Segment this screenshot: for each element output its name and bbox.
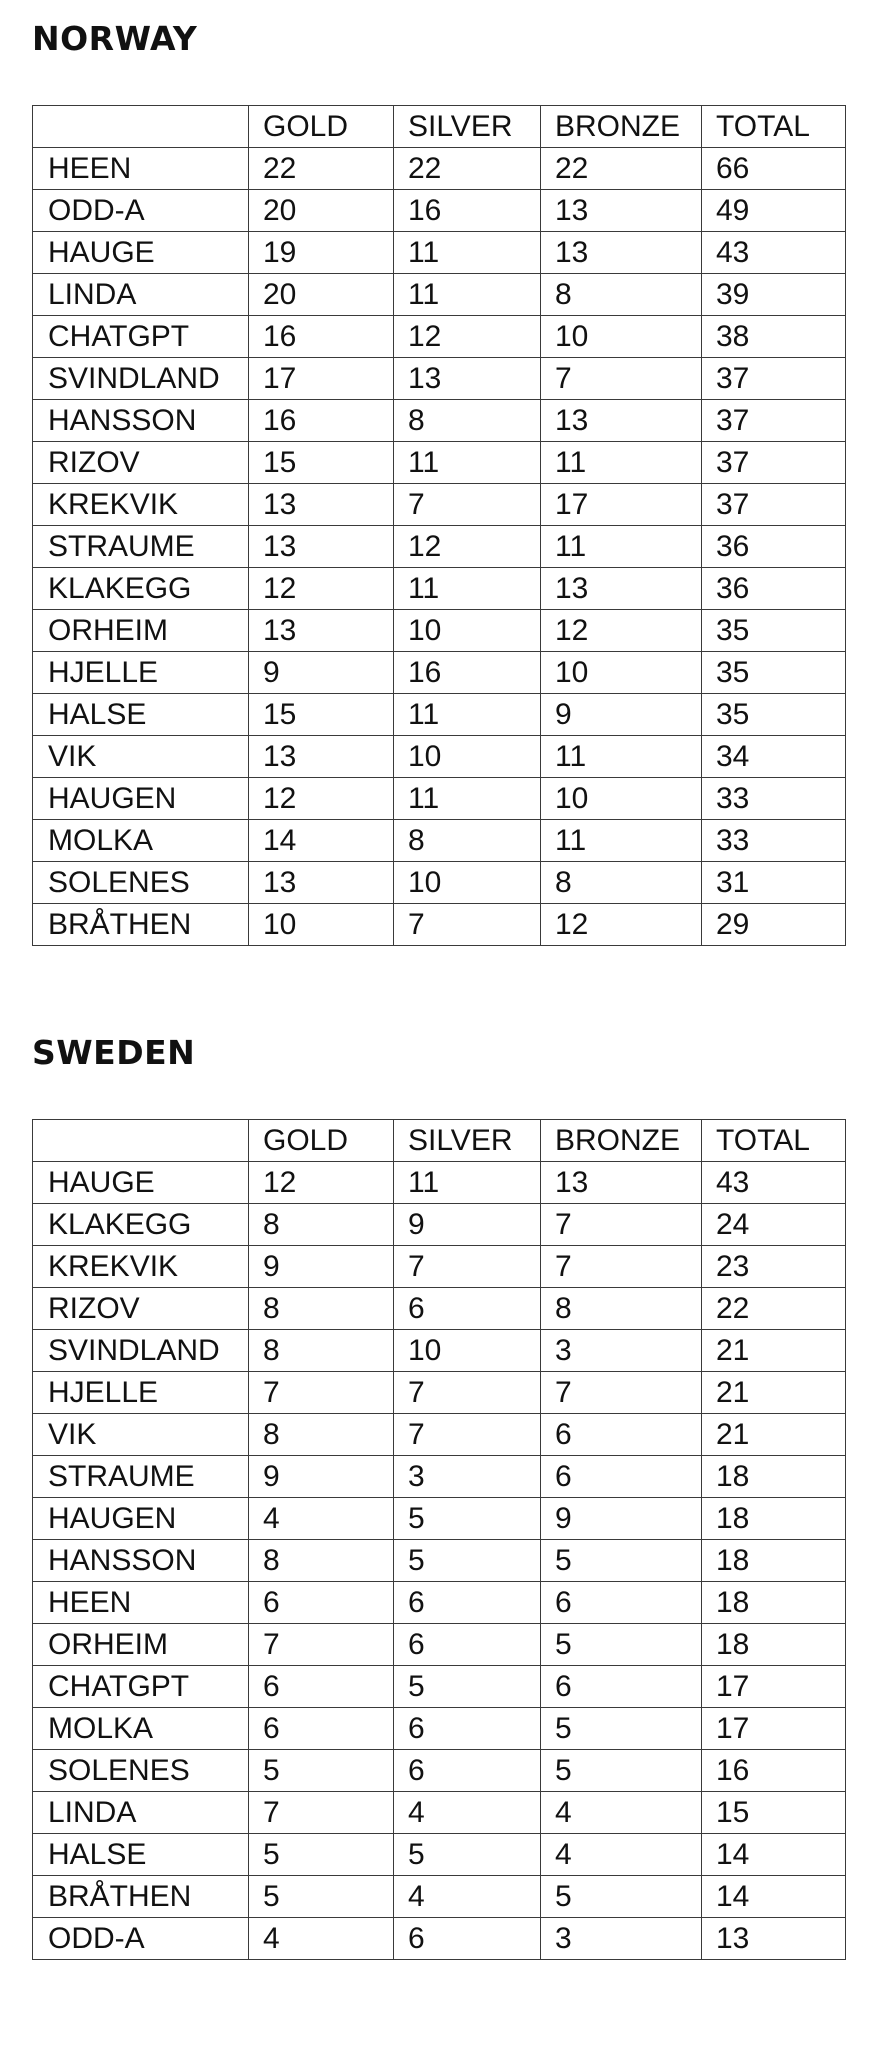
name-cell: KLAKEGG xyxy=(33,568,249,610)
column-header-silver: SILVER xyxy=(394,1120,541,1162)
total-cell: 18 xyxy=(702,1498,846,1540)
silver-cell: 10 xyxy=(394,1330,541,1372)
table-row xyxy=(33,610,846,652)
bronze-cell: 7 xyxy=(541,1204,702,1246)
silver-cell: 16 xyxy=(394,652,541,694)
total-cell: 18 xyxy=(702,1582,846,1624)
gold-cell: 22 xyxy=(249,148,394,190)
name-cell: SOLENES xyxy=(33,862,249,904)
table-row xyxy=(33,1330,846,1372)
bronze-cell: 13 xyxy=(541,400,702,442)
name-cell: KREKVIK xyxy=(33,1246,249,1288)
name-cell: HAUGE xyxy=(33,1162,249,1204)
total-cell: 43 xyxy=(702,1162,846,1204)
gold-cell: 17 xyxy=(249,358,394,400)
silver-cell: 7 xyxy=(394,484,541,526)
name-cell: VIK xyxy=(33,1414,249,1456)
bronze-cell: 6 xyxy=(541,1666,702,1708)
table-row xyxy=(33,736,846,778)
gold-cell: 4 xyxy=(249,1498,394,1540)
gold-cell: 20 xyxy=(249,274,394,316)
table-row xyxy=(33,526,846,568)
bronze-cell: 17 xyxy=(541,484,702,526)
name-cell: HJELLE xyxy=(33,1372,249,1414)
gold-cell: 7 xyxy=(249,1624,394,1666)
table-row xyxy=(33,1792,846,1834)
silver-cell: 11 xyxy=(394,778,541,820)
column-header-name xyxy=(33,1120,249,1162)
gold-cell: 6 xyxy=(249,1666,394,1708)
total-cell: 35 xyxy=(702,610,846,652)
total-cell: 17 xyxy=(702,1666,846,1708)
name-cell: HALSE xyxy=(33,694,249,736)
table-row xyxy=(33,652,846,694)
silver-cell: 11 xyxy=(394,694,541,736)
total-cell: 24 xyxy=(702,1204,846,1246)
silver-cell: 7 xyxy=(394,1414,541,1456)
name-cell: STRAUME xyxy=(33,526,249,568)
total-cell: 21 xyxy=(702,1330,846,1372)
name-cell: LINDA xyxy=(33,274,249,316)
silver-cell: 4 xyxy=(394,1876,541,1918)
norway-medal-table xyxy=(32,105,846,946)
sweden-section-title: SWEDEN xyxy=(32,1033,196,1072)
table-header-row xyxy=(33,1120,846,1162)
gold-cell: 13 xyxy=(249,610,394,652)
total-cell: 31 xyxy=(702,862,846,904)
bronze-cell: 11 xyxy=(541,736,702,778)
name-cell: CHATGPT xyxy=(33,1666,249,1708)
gold-cell: 12 xyxy=(249,778,394,820)
total-cell: 37 xyxy=(702,358,846,400)
bronze-cell: 13 xyxy=(541,1162,702,1204)
total-cell: 39 xyxy=(702,274,846,316)
name-cell: VIK xyxy=(33,736,249,778)
table-row xyxy=(33,1666,846,1708)
total-cell: 29 xyxy=(702,904,846,946)
gold-cell: 16 xyxy=(249,316,394,358)
table-row xyxy=(33,820,846,862)
table-header-row xyxy=(33,106,846,148)
total-cell: 35 xyxy=(702,694,846,736)
name-cell: ORHEIM xyxy=(33,1624,249,1666)
table-row xyxy=(33,1498,846,1540)
bronze-cell: 22 xyxy=(541,148,702,190)
name-cell: MOLKA xyxy=(33,820,249,862)
total-cell: 37 xyxy=(702,442,846,484)
name-cell: KLAKEGG xyxy=(33,1204,249,1246)
name-cell: HAUGEN xyxy=(33,1498,249,1540)
total-cell: 43 xyxy=(702,232,846,274)
name-cell: STRAUME xyxy=(33,1456,249,1498)
total-cell: 18 xyxy=(702,1540,846,1582)
gold-cell: 9 xyxy=(249,1246,394,1288)
gold-cell: 4 xyxy=(249,1918,394,1960)
gold-cell: 10 xyxy=(249,904,394,946)
silver-cell: 22 xyxy=(394,148,541,190)
name-cell: HALSE xyxy=(33,1834,249,1876)
column-header-bronze: BRONZE xyxy=(541,106,702,148)
bronze-cell: 8 xyxy=(541,1288,702,1330)
silver-cell: 13 xyxy=(394,358,541,400)
gold-cell: 8 xyxy=(249,1330,394,1372)
total-cell: 15 xyxy=(702,1792,846,1834)
bronze-cell: 3 xyxy=(541,1330,702,1372)
total-cell: 17 xyxy=(702,1708,846,1750)
gold-cell: 8 xyxy=(249,1204,394,1246)
name-cell: SOLENES xyxy=(33,1750,249,1792)
name-cell: HEEN xyxy=(33,148,249,190)
table-row xyxy=(33,232,846,274)
total-cell: 37 xyxy=(702,484,846,526)
table-row xyxy=(33,1456,846,1498)
name-cell: HEEN xyxy=(33,1582,249,1624)
silver-cell: 6 xyxy=(394,1624,541,1666)
gold-cell: 6 xyxy=(249,1708,394,1750)
name-cell: ORHEIM xyxy=(33,610,249,652)
bronze-cell: 5 xyxy=(541,1876,702,1918)
table-row xyxy=(33,400,846,442)
total-cell: 49 xyxy=(702,190,846,232)
total-cell: 21 xyxy=(702,1372,846,1414)
column-header-name xyxy=(33,106,249,148)
silver-cell: 10 xyxy=(394,610,541,652)
bronze-cell: 5 xyxy=(541,1750,702,1792)
silver-cell: 6 xyxy=(394,1750,541,1792)
name-cell: HAUGEN xyxy=(33,778,249,820)
name-cell: SVINDLAND xyxy=(33,1330,249,1372)
column-header-total: TOTAL xyxy=(702,106,846,148)
bronze-cell: 11 xyxy=(541,442,702,484)
table-row xyxy=(33,1624,846,1666)
bronze-cell: 10 xyxy=(541,652,702,694)
table-row xyxy=(33,190,846,232)
silver-cell: 6 xyxy=(394,1918,541,1960)
total-cell: 37 xyxy=(702,400,846,442)
gold-cell: 5 xyxy=(249,1834,394,1876)
table-row xyxy=(33,1708,846,1750)
total-cell: 36 xyxy=(702,568,846,610)
bronze-cell: 6 xyxy=(541,1582,702,1624)
name-cell: HANSSON xyxy=(33,400,249,442)
gold-cell: 6 xyxy=(249,1582,394,1624)
total-cell: 18 xyxy=(702,1624,846,1666)
table-row xyxy=(33,1834,846,1876)
table-row xyxy=(33,1372,846,1414)
table-body xyxy=(33,1162,846,1960)
total-cell: 16 xyxy=(702,1750,846,1792)
table-row xyxy=(33,1582,846,1624)
table-row xyxy=(33,442,846,484)
name-cell: BRÅTHEN xyxy=(33,1876,249,1918)
bronze-cell: 13 xyxy=(541,232,702,274)
total-cell: 13 xyxy=(702,1918,846,1960)
total-cell: 35 xyxy=(702,652,846,694)
table-row xyxy=(33,148,846,190)
name-cell: LINDA xyxy=(33,1792,249,1834)
silver-cell: 4 xyxy=(394,1792,541,1834)
table-row xyxy=(33,1162,846,1204)
column-header-bronze: BRONZE xyxy=(541,1120,702,1162)
silver-cell: 10 xyxy=(394,736,541,778)
silver-cell: 16 xyxy=(394,190,541,232)
bronze-cell: 4 xyxy=(541,1834,702,1876)
silver-cell: 8 xyxy=(394,820,541,862)
name-cell: MOLKA xyxy=(33,1708,249,1750)
name-cell: HAUGE xyxy=(33,232,249,274)
table-body xyxy=(33,148,846,946)
table-row xyxy=(33,274,846,316)
table-row xyxy=(33,568,846,610)
gold-cell: 13 xyxy=(249,862,394,904)
gold-cell: 19 xyxy=(249,232,394,274)
table-header xyxy=(33,106,846,148)
bronze-cell: 12 xyxy=(541,904,702,946)
total-cell: 14 xyxy=(702,1876,846,1918)
total-cell: 33 xyxy=(702,778,846,820)
table-header xyxy=(33,1120,846,1162)
table-row xyxy=(33,904,846,946)
table-row xyxy=(33,1246,846,1288)
gold-cell: 5 xyxy=(249,1750,394,1792)
table-row xyxy=(33,358,846,400)
silver-cell: 6 xyxy=(394,1708,541,1750)
silver-cell: 10 xyxy=(394,862,541,904)
gold-cell: 14 xyxy=(249,820,394,862)
name-cell: HJELLE xyxy=(33,652,249,694)
norway-section-title: NORWAY xyxy=(32,19,198,58)
gold-cell: 13 xyxy=(249,526,394,568)
total-cell: 34 xyxy=(702,736,846,778)
bronze-cell: 7 xyxy=(541,1246,702,1288)
table-row xyxy=(33,694,846,736)
table-row xyxy=(33,316,846,358)
bronze-cell: 7 xyxy=(541,358,702,400)
bronze-cell: 5 xyxy=(541,1540,702,1582)
name-cell: ODD-A xyxy=(33,1918,249,1960)
gold-cell: 8 xyxy=(249,1288,394,1330)
name-cell: RIZOV xyxy=(33,442,249,484)
bronze-cell: 6 xyxy=(541,1456,702,1498)
total-cell: 22 xyxy=(702,1288,846,1330)
bronze-cell: 4 xyxy=(541,1792,702,1834)
bronze-cell: 5 xyxy=(541,1708,702,1750)
silver-cell: 7 xyxy=(394,904,541,946)
gold-cell: 13 xyxy=(249,484,394,526)
silver-cell: 11 xyxy=(394,232,541,274)
sweden-medal-table xyxy=(32,1119,846,1960)
bronze-cell: 10 xyxy=(541,778,702,820)
gold-cell: 12 xyxy=(249,1162,394,1204)
table-row xyxy=(33,1918,846,1960)
bronze-cell: 11 xyxy=(541,820,702,862)
total-cell: 21 xyxy=(702,1414,846,1456)
name-cell: CHATGPT xyxy=(33,316,249,358)
bronze-cell: 13 xyxy=(541,190,702,232)
gold-cell: 15 xyxy=(249,694,394,736)
gold-cell: 7 xyxy=(249,1792,394,1834)
bronze-cell: 9 xyxy=(541,1498,702,1540)
name-cell: BRÅTHEN xyxy=(33,904,249,946)
bronze-cell: 11 xyxy=(541,526,702,568)
total-cell: 23 xyxy=(702,1246,846,1288)
name-cell: ODD-A xyxy=(33,190,249,232)
column-header-total: TOTAL xyxy=(702,1120,846,1162)
silver-cell: 7 xyxy=(394,1372,541,1414)
column-header-gold: GOLD xyxy=(249,106,394,148)
bronze-cell: 9 xyxy=(541,694,702,736)
silver-cell: 5 xyxy=(394,1666,541,1708)
bronze-cell: 12 xyxy=(541,610,702,652)
gold-cell: 16 xyxy=(249,400,394,442)
column-header-gold: GOLD xyxy=(249,1120,394,1162)
table-row xyxy=(33,484,846,526)
gold-cell: 20 xyxy=(249,190,394,232)
name-cell: HANSSON xyxy=(33,1540,249,1582)
bronze-cell: 6 xyxy=(541,1414,702,1456)
silver-cell: 11 xyxy=(394,568,541,610)
table-row xyxy=(33,1204,846,1246)
gold-cell: 8 xyxy=(249,1540,394,1582)
table-row xyxy=(33,1288,846,1330)
table-row xyxy=(33,862,846,904)
total-cell: 14 xyxy=(702,1834,846,1876)
bronze-cell: 3 xyxy=(541,1918,702,1960)
gold-cell: 12 xyxy=(249,568,394,610)
silver-cell: 9 xyxy=(394,1204,541,1246)
silver-cell: 8 xyxy=(394,400,541,442)
total-cell: 38 xyxy=(702,316,846,358)
bronze-cell: 10 xyxy=(541,316,702,358)
total-cell: 66 xyxy=(702,148,846,190)
table-row xyxy=(33,778,846,820)
silver-cell: 5 xyxy=(394,1834,541,1876)
silver-cell: 11 xyxy=(394,1162,541,1204)
gold-cell: 9 xyxy=(249,1456,394,1498)
silver-cell: 12 xyxy=(394,316,541,358)
silver-cell: 5 xyxy=(394,1498,541,1540)
total-cell: 18 xyxy=(702,1456,846,1498)
gold-cell: 8 xyxy=(249,1414,394,1456)
column-header-silver: SILVER xyxy=(394,106,541,148)
silver-cell: 3 xyxy=(394,1456,541,1498)
bronze-cell: 8 xyxy=(541,274,702,316)
name-cell: RIZOV xyxy=(33,1288,249,1330)
table-row xyxy=(33,1414,846,1456)
silver-cell: 7 xyxy=(394,1246,541,1288)
table-row xyxy=(33,1540,846,1582)
name-cell: KREKVIK xyxy=(33,484,249,526)
silver-cell: 5 xyxy=(394,1540,541,1582)
bronze-cell: 5 xyxy=(541,1624,702,1666)
total-cell: 33 xyxy=(702,820,846,862)
total-cell: 36 xyxy=(702,526,846,568)
silver-cell: 12 xyxy=(394,526,541,568)
gold-cell: 7 xyxy=(249,1372,394,1414)
gold-cell: 5 xyxy=(249,1876,394,1918)
silver-cell: 6 xyxy=(394,1582,541,1624)
silver-cell: 11 xyxy=(394,442,541,484)
table-row xyxy=(33,1750,846,1792)
bronze-cell: 8 xyxy=(541,862,702,904)
gold-cell: 15 xyxy=(249,442,394,484)
gold-cell: 9 xyxy=(249,652,394,694)
table-row xyxy=(33,1876,846,1918)
bronze-cell: 13 xyxy=(541,568,702,610)
silver-cell: 11 xyxy=(394,274,541,316)
silver-cell: 6 xyxy=(394,1288,541,1330)
bronze-cell: 7 xyxy=(541,1372,702,1414)
gold-cell: 13 xyxy=(249,736,394,778)
name-cell: SVINDLAND xyxy=(33,358,249,400)
